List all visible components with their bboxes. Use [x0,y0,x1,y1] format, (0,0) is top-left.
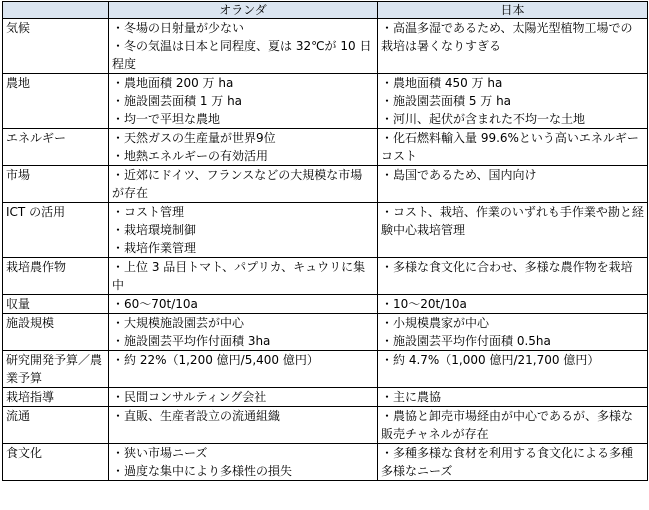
bullet-item: ・多様な食文化に合わせ、多様な農作物を栽培 [381,260,633,274]
japan-cell [378,203,648,258]
bullet-item: ・多種多様な食材を利用する食文化による多種多様なニーズ [381,446,634,478]
header-category [3,2,109,19]
table-row [3,258,648,295]
bullet-item: ・民間コンサルティング会社 [112,390,267,404]
netherlands-cell [109,19,378,74]
row-label: 農地 [3,74,109,129]
row-label: エネルギー [3,129,109,166]
japan-cell [378,444,648,481]
comparison-table [2,1,648,481]
bullet-item: ・コスト管理 [112,205,185,219]
bullet-item: ・過度な集中により多様性の損失 [112,464,293,478]
bullet-item: ・小規模農家が中心 [381,316,490,330]
japan-cell [378,166,648,203]
header-row [3,2,648,19]
japan-cell [378,351,648,388]
netherlands-cell [109,258,378,295]
bullet-item: ・河川、起伏が含まれた不均一な土地 [381,112,586,126]
table-row [3,444,648,481]
bullet-item: ・冬場の日射量が少ない [112,21,245,35]
japan-cell [378,295,648,314]
bullet-item: ・約 22%（1,200 億円/5,400 億円） [112,353,319,367]
row-label: 市場 [3,166,109,203]
bullet-item: ・栽培環境制御 [112,223,197,237]
japan-cell [378,388,648,407]
bullet-item: ・化石燃料輸入量 99.6%という高いエネルギーコスト [381,131,639,163]
table-body [3,19,648,481]
bullet-item: ・近郊にドイツ、フランスなどの大規模な市場が存在 [112,168,363,200]
netherlands-cell [109,129,378,166]
bullet-item: ・施設園芸面積 1 万 ha [112,94,243,108]
netherlands-cell [109,388,378,407]
bullet-item: ・高温多湿であるため、太陽光型植物工場での栽培は暑くなりすぎる [381,21,633,53]
row-label: 流通 [3,407,109,444]
netherlands-cell [109,74,378,129]
row-label: 施設規模 [3,314,109,351]
bullet-item: ・島国であるため、国内向け [381,168,537,182]
bullet-item: ・施設園芸面積 5 万 ha [381,94,512,108]
table-row [3,407,648,444]
table-row [3,351,648,388]
bullet-item: ・10～20t/10a [381,297,467,311]
japan-cell [378,407,648,444]
table-row [3,388,648,407]
header-netherlands: オランダ [109,2,378,19]
bullet-item: ・上位 3 品目トマト、パプリカ、キュウリに集中 [112,260,366,292]
bullet-item: ・コスト、栽培、作業のいずれも手作業や勘と経験中心栽培管理 [381,205,644,237]
netherlands-cell [109,444,378,481]
header-japan: 日本 [378,2,648,19]
row-label: 栽培指導 [3,388,109,407]
table-row [3,295,648,314]
bullet-item: ・施設園芸平均作付面積 3ha [112,334,271,348]
bullet-item: ・天然ガスの生産量が世界9位 [112,131,276,145]
bullet-item: ・農協と卸売市場経由が中心であるが、多様な販売チャネルが存在 [381,409,634,441]
table-row [3,166,648,203]
bullet-item: ・狭い市場ニーズ [112,446,208,460]
bullet-item: ・農地面積 200 万 ha [112,76,234,90]
japan-cell [378,74,648,129]
bullet-item: ・約 4.7%（1,000 億円/21,700 億円） [381,353,600,367]
table-row [3,203,648,258]
bullet-item: ・施設園芸平均作付面積 0.5ha [381,334,551,348]
bullet-item: ・60～70t/10a [112,297,198,311]
japan-cell [378,314,648,351]
netherlands-cell [109,295,378,314]
bullet-item: ・大規模施設園芸が中心 [112,316,245,330]
japan-cell [378,258,648,295]
bullet-item: ・冬の気温は日本と同程度、夏は 32℃が 10 日程度 [112,39,372,71]
row-label: 栽培農作物 [3,258,109,295]
bullet-item: ・均一で平坦な農地 [112,112,221,126]
row-label: 収量 [3,295,109,314]
netherlands-cell [109,314,378,351]
table-row [3,19,648,74]
netherlands-cell [109,203,378,258]
row-label: ICT の活用 [3,203,109,258]
row-label: 食文化 [3,444,109,481]
japan-cell [378,129,648,166]
row-label: 研究開発予算／農業予算 [3,351,109,388]
row-label: 気候 [3,19,109,74]
table-row [3,314,648,351]
netherlands-cell [109,166,378,203]
bullet-item: ・主に農協 [381,390,442,404]
bullet-item: ・農地面積 450 万 ha [381,76,503,90]
netherlands-cell [109,407,378,444]
japan-cell [378,19,648,74]
bullet-item: ・栽培作業管理 [112,241,197,255]
netherlands-cell [109,351,378,388]
bullet-item: ・地熱エネルギーの有効活用 [112,149,269,163]
table-row [3,129,648,166]
table-row [3,74,648,129]
bullet-item: ・直販、生産者設立の流通組織 [112,409,281,423]
